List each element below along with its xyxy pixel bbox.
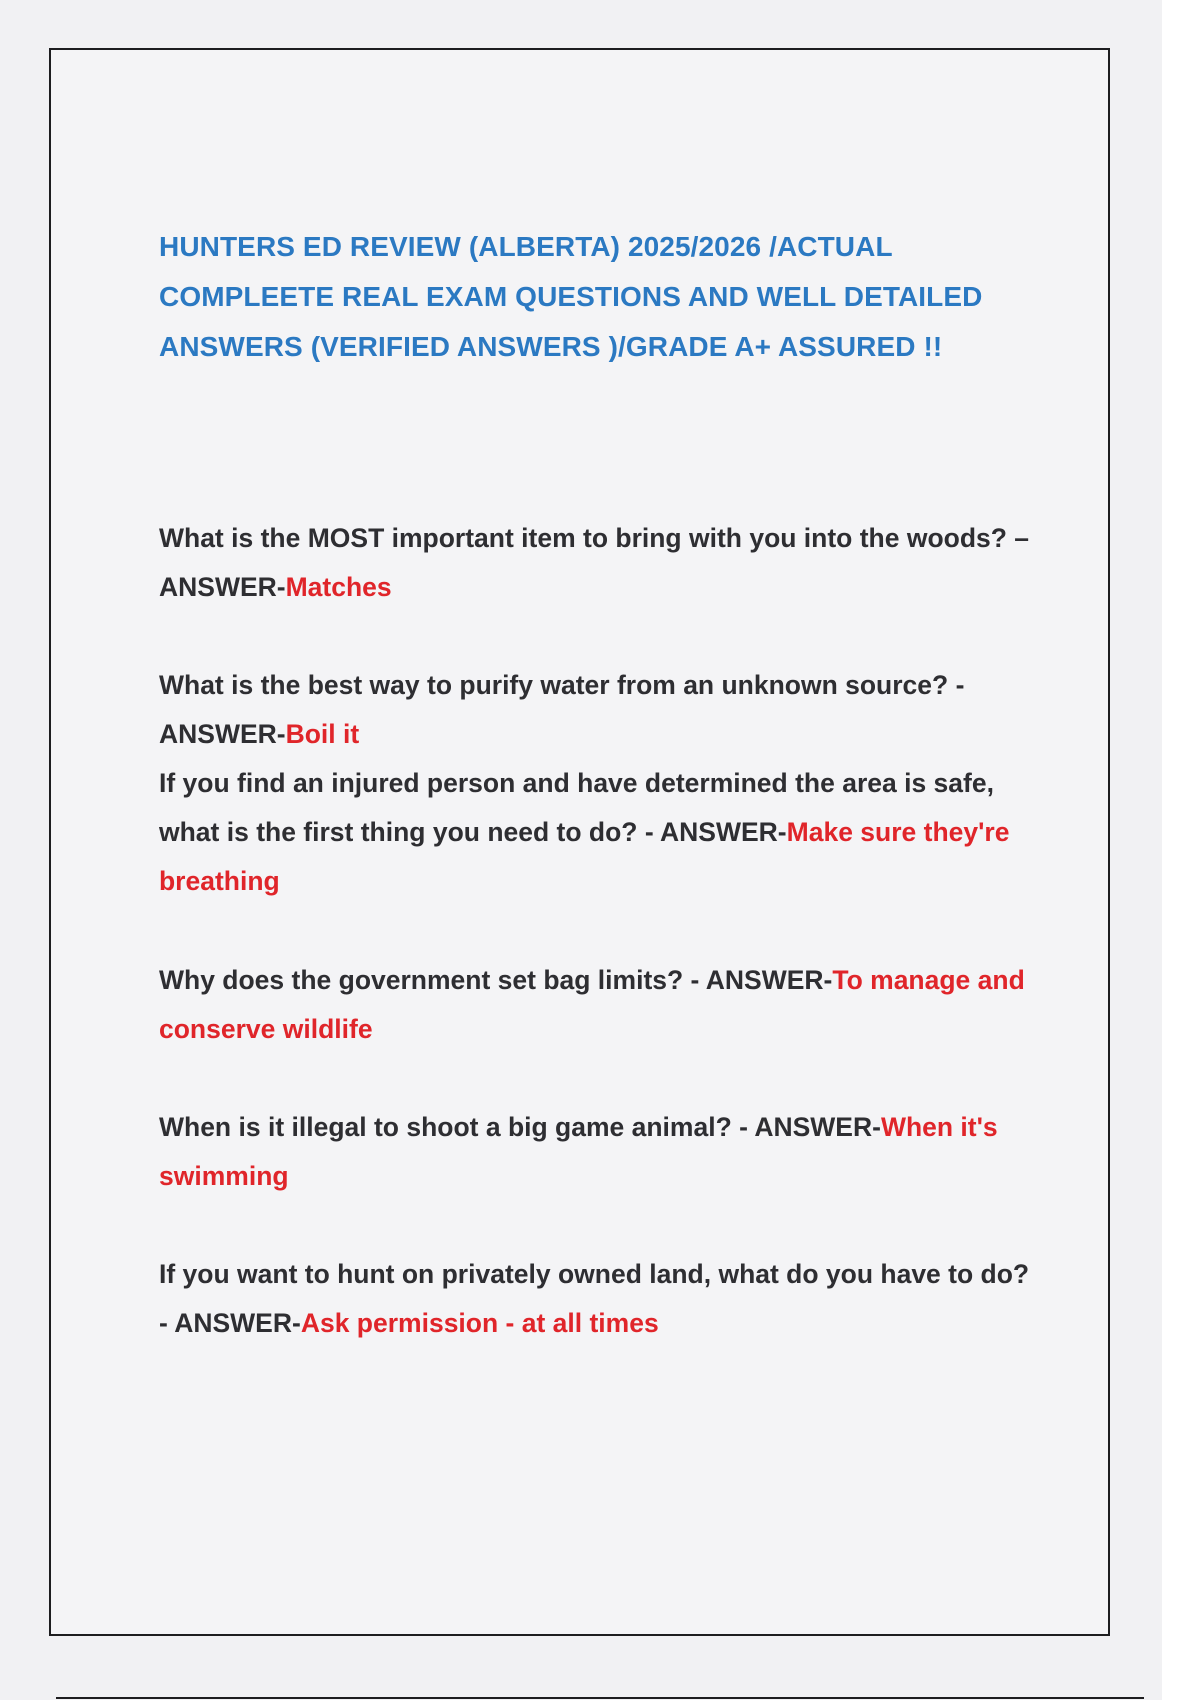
answer-text: To manage and conserve wildlife	[159, 965, 1025, 1044]
answer-text: Boil it	[285, 719, 360, 749]
answer-text: Make sure they're breathing	[159, 817, 1010, 896]
document-title: HUNTERS ED REVIEW (ALBERTA) 2025/2026 /ACTUAL COMPLEETE REAL EXAM QUESTIONS AND WELL DETAILED ANSWERS (VERIFIED ANSWERS )/GRADE A+ ASSURED !!	[159, 231, 983, 362]
question-text: What is the MOST important item to bring with you into the woods? – ANSWER-	[159, 523, 1030, 602]
qa-item	[159, 1250, 1039, 1348]
page-frame	[49, 48, 1110, 1636]
question-text: If you find an injured person and have determined the area is safe, what is the first thing you need to do? - ANSWER-	[159, 768, 994, 847]
answer-text: Matches	[285, 572, 392, 602]
question-text: Why does the government set bag limits? - ANSWER-	[159, 965, 833, 995]
qa-item	[159, 1103, 1039, 1201]
qa-item	[159, 759, 1039, 906]
qa-item	[159, 661, 1039, 759]
question-text: When is it illegal to shoot a big game animal? - ANSWER-	[159, 1112, 881, 1142]
answer-text: Ask permission - at all times	[300, 1308, 659, 1338]
question-text: What is the best way to purify water from an unknown source? - ANSWER-	[159, 670, 965, 749]
question-text: If you want to hunt on privately owned land, what do you have to do? - ANSWER-	[159, 1259, 1030, 1338]
page-divider	[56, 1697, 1144, 1699]
qa-item	[159, 956, 1039, 1054]
qa-item	[159, 514, 1039, 612]
answer-text: When it's swimming	[159, 1112, 998, 1191]
